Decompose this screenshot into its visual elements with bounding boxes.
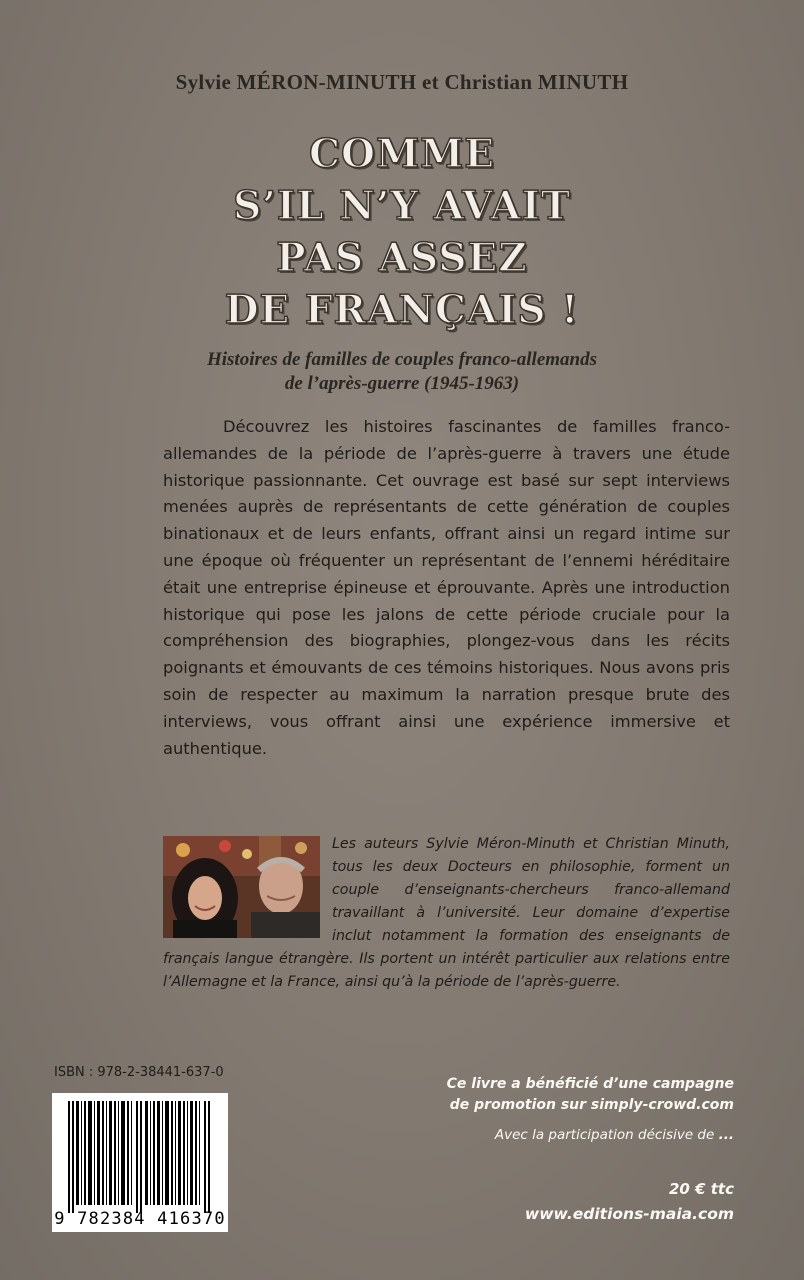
publisher-website: www.editions-maia.com [524, 1205, 734, 1223]
isbn-label: ISBN : 978-2-38441-637-0 [54, 1065, 224, 1080]
photo-spacer [163, 833, 332, 941]
book-title [0, 128, 804, 336]
participation-text: Avec la participation décisive de [494, 1127, 715, 1143]
campaign-note [420, 1074, 734, 1116]
participation-note [420, 1127, 734, 1143]
campaign-line: Ce livre a bénéficié d’une campagne [446, 1076, 734, 1092]
campaign-line: de promotion sur simply-crowd.com [449, 1097, 734, 1113]
subtitle-line: de l’après-guerre (1945-1963) [284, 373, 520, 394]
author-bio-text: Les auteurs Sylvie Méron-Minuth et Christian Minuth, tous les deux Docteurs en philosophie, forment un couple d’enseignants-chercheurs franco-allemand travaillant à l’université. Leur domaine d’expertise inclut notamment la formation des enseignants de français langue étrangère. Ils portent un intérêt particulier aux relations entre l’Allemagne et la France, ainsi qu’à la période de l’après-guerre. [163, 836, 730, 990]
participation-ellipsis: ... [718, 1127, 734, 1143]
subtitle-line: Histoires de familles de couples franco-allemands [206, 349, 597, 370]
barcode [52, 1093, 228, 1232]
barcode-number: 9 782384 416370 [54, 1209, 226, 1229]
title-line: COMME [308, 131, 496, 177]
title-line: DE FRANÇAIS ! [224, 287, 580, 333]
author-bio [163, 833, 730, 994]
title-line: PAS ASSEZ [276, 235, 528, 281]
price-label: 20 € ttc [669, 1180, 734, 1198]
book-subtitle [0, 348, 804, 396]
title-line: S’IL N’Y AVAIT [233, 183, 571, 229]
author-names: Sylvie MÉRON-MINUTH et Christian MINUTH [175, 70, 629, 94]
book-blurb: Découvrez les histoires fascinantes de familles franco-allemandes de la période de l’après-guerre à travers une étude historique passionnante. Cet ouvrage est basé sur sept interviews menées auprès de représentants de cette génération de couples binationaux et de leurs enfants, offrant ainsi un regard intime sur une époque où fréquenter un représentant de l’ennemi héréditaire était une entreprise épineuse et éprouvante. Après une introduction historique qui pose les jalons de cette période cruciale pour la compréhension des biographies, plongez-vous dans les récits poignants et émouvants de ces témoins historiques. Nous avons pris soin de respecter au maximum la narration presque brute des interviews, vous offrant ainsi une expérience immersive et authentique. [163, 417, 730, 758]
